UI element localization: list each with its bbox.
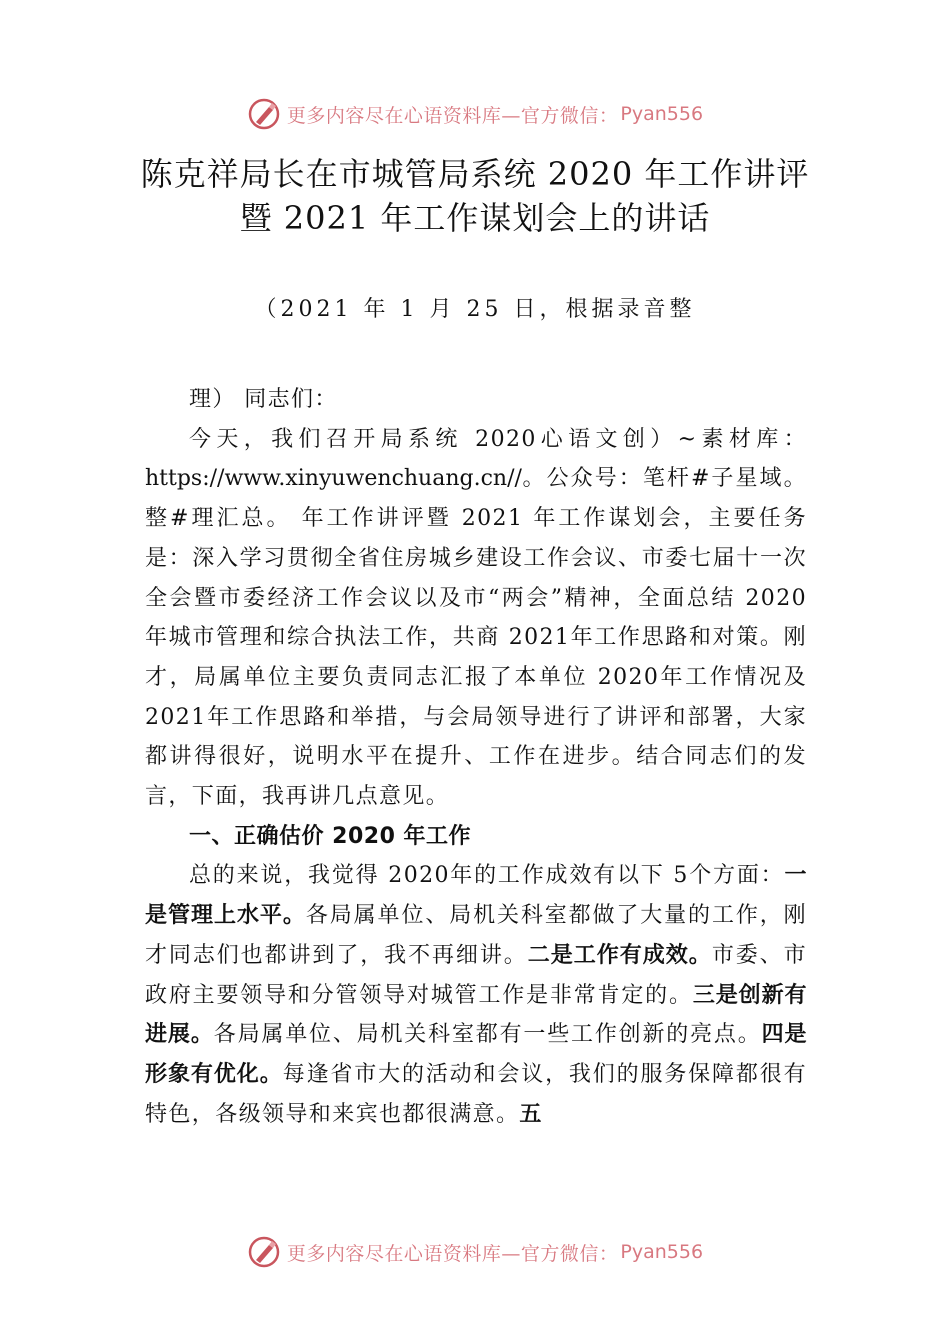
pen-circle-logo xyxy=(247,97,281,131)
pen-circle-logo xyxy=(247,1235,281,1269)
point-2-text: 市委、市政府主要领导和分管领导对城管工作是非常肯定的。 xyxy=(145,942,807,1008)
dateline: （2021 年 1 月 25 日，根据录音整 xyxy=(254,297,696,322)
greeting: 理） 同志们： xyxy=(189,387,338,412)
intro-text-a: 今天，我们召开局系统 2020心语文创）~素材库： xyxy=(189,426,807,452)
section-heading-1: 一、正确估价 2020 年工作 xyxy=(189,823,472,849)
point-3-text: 各局属单位、局机关科室都有一些工作创新的亮点。 xyxy=(213,1022,762,1048)
banner-text: 更多内容尽在心语资料库—官方微信： xyxy=(286,1242,619,1265)
point-1-text: 各局属单位、局机关科室都做了大量的工作，刚才同志们也都讲到了，我不再细讲。 xyxy=(145,903,807,968)
point-4-text: 每逢省市大的活动和会议，我们的服务保障都很有特色，各级领导和来宾也都很满意。 xyxy=(145,1061,807,1127)
point-3-label: 三是创新有进展。 xyxy=(145,982,807,1048)
header-banner xyxy=(0,94,950,134)
footer-banner xyxy=(0,1232,950,1272)
intro-url: https://www.xinyuwenchuang.cn// xyxy=(145,466,522,492)
point-5-label: 五 xyxy=(519,1101,542,1127)
point-4-label: 四是形象有优化。 xyxy=(145,1022,807,1087)
banner-account: Pyan556 xyxy=(620,103,704,125)
point-2-label: 二是工作有成效。 xyxy=(527,942,712,968)
paragraph-intro xyxy=(145,420,807,817)
paragraph-achievements xyxy=(145,856,807,1134)
achievements-intro: 总的来说，我觉得 2020年的工作成效有以下 5个方面： xyxy=(189,863,785,889)
banner-account: Pyan556 xyxy=(620,1241,704,1263)
document-title: 陈克祥局长在市城管局系统 2020 年工作讲评暨 2021 年工作谋划会上的讲话 xyxy=(140,155,810,237)
banner-text: 更多内容尽在心语资料库—官方微信： xyxy=(286,104,619,127)
intro-text-b: 。公众号：笔杆#子星域。整#理汇总。 年工作讲评暨 2021 年工作谋划会，主要任务是：深入学习贯彻全省住房城乡建设工作会议、市委七届十一次全会暨市委经济工作会议以及市“两会”精神，全面总结 2020 年城市管理和综合执法工作，共商 2021年工作思路和对策。刚才，局属单位主要负责同志汇报了本单位 2020年工作情况及 2021年工作思路和举措，与会局领导进行了讲评和部署，大家都讲得很好，说明水平在提升、工作在进步。结合同志们的发言，下面，我再讲几点意见。 xyxy=(145,466,807,810)
point-1-label: 一是管理上水平。 xyxy=(145,863,807,929)
document-body xyxy=(145,380,807,1134)
